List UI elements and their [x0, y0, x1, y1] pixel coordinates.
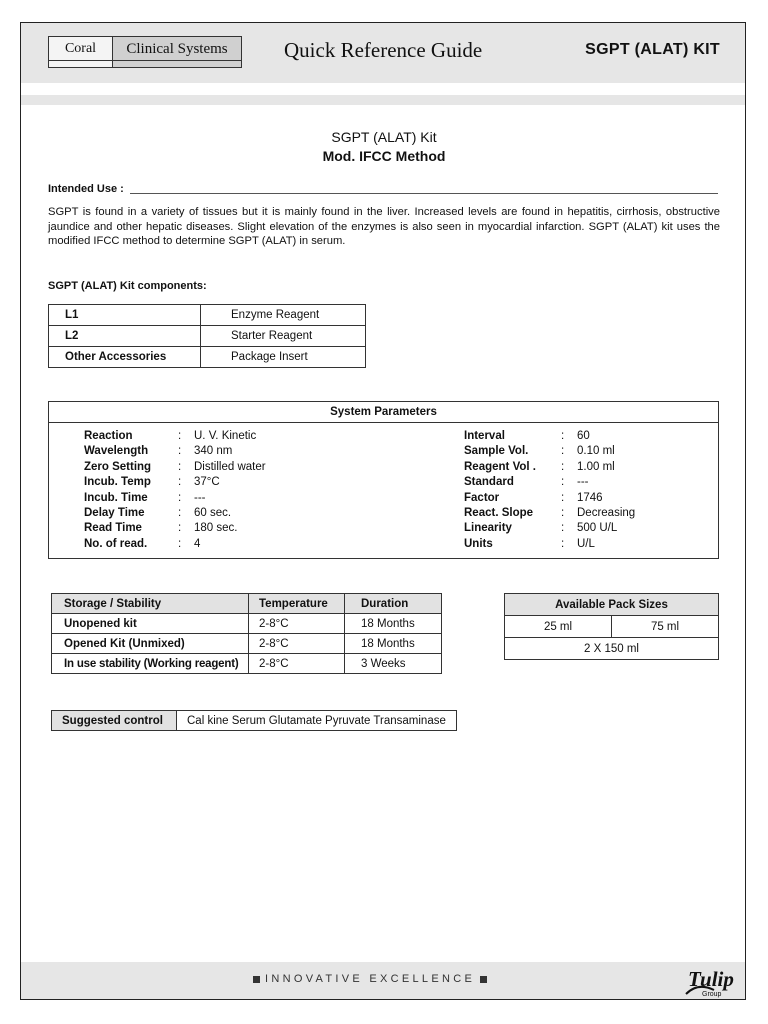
table-cell: 18 Months: [345, 614, 442, 634]
parameter-separator: :: [561, 537, 565, 550]
table-row: [49, 347, 366, 368]
table-cell: 2-8°C: [249, 654, 345, 674]
parameter-separator: :: [178, 522, 182, 535]
parameter-row: [464, 475, 635, 490]
parameter-label: Linearity: [464, 522, 512, 535]
table-cell: 2-8°C: [249, 614, 345, 634]
brand-name: Tulip: [688, 967, 734, 991]
guide-title: Quick Reference Guide: [284, 38, 483, 62]
logo-underline: [113, 60, 241, 61]
component-value: Package Insert: [201, 347, 366, 368]
brand-sub: Group: [702, 991, 722, 998]
parameter-label: Read Time: [84, 522, 142, 535]
components-title: SGPT (ALAT) Kit components:: [48, 280, 207, 292]
parameter-row: [84, 506, 266, 521]
parameter-value: U/L: [577, 537, 595, 550]
parameter-value: ---: [194, 491, 206, 504]
parameter-label: React. Slope: [464, 506, 534, 519]
parameter-row: [84, 521, 266, 536]
table-row: [52, 614, 442, 634]
parameter-separator: :: [561, 445, 565, 458]
parameter-value: 0.10 ml: [577, 445, 615, 458]
parameter-row: [84, 429, 266, 444]
pack-sizes-table: [504, 593, 719, 660]
table-cell: 75 ml: [612, 616, 719, 638]
document-title: [0, 128, 768, 166]
parameter-label: Incub. Temp: [84, 476, 151, 489]
parameters-left-column: [84, 429, 266, 552]
system-parameters-title: System Parameters: [49, 402, 718, 423]
parameter-separator: :: [561, 491, 565, 504]
parameter-separator: :: [178, 476, 182, 489]
table-cell: 18 Months: [345, 634, 442, 654]
parameter-label: Delay Time: [84, 506, 145, 519]
parameter-value: 60 sec.: [194, 506, 232, 519]
intended-use-rule: [130, 193, 718, 194]
table-row: [52, 634, 442, 654]
table-cell: Unopened kit: [52, 614, 249, 634]
components-table: [48, 304, 366, 368]
parameter-label: Sample Vol.: [464, 445, 529, 458]
parameter-row: [84, 537, 266, 552]
parameter-value: U. V. Kinetic: [194, 430, 257, 442]
logo-clinical-text: Clinical Systems: [126, 41, 228, 57]
suggested-control-table: [51, 710, 457, 731]
component-key: L1: [49, 305, 201, 326]
component-key: L2: [49, 326, 201, 347]
parameter-label: Zero Setting: [84, 460, 152, 473]
table-row: [505, 638, 719, 660]
tagline-text: INNOVATIVE EXCELLENCE: [265, 973, 476, 985]
component-key: Other Accessories: [49, 347, 201, 368]
table-header-row: [505, 594, 719, 616]
parameter-value: 1.00 ml: [577, 460, 615, 473]
storage-stability-table: [51, 593, 442, 674]
logo-coral-text: Coral: [64, 41, 97, 56]
parameter-label: Reaction: [84, 430, 133, 442]
component-value: Starter Reagent: [201, 326, 366, 347]
table-row: [505, 616, 719, 638]
parameter-row: [464, 506, 635, 521]
coral-logo: [48, 36, 242, 68]
parameter-separator: :: [178, 445, 182, 458]
table-cell: In use stability (Working reagent): [52, 654, 249, 674]
parameter-value: 180 sec.: [194, 522, 238, 535]
parameter-value: 60: [577, 430, 590, 442]
parameter-value: 1746: [577, 491, 603, 504]
parameter-separator: :: [178, 460, 182, 473]
parameter-label: Units: [464, 537, 493, 550]
parameter-separator: :: [178, 430, 182, 442]
component-value: Enzyme Reagent: [201, 305, 366, 326]
parameter-separator: :: [561, 476, 565, 489]
table-cell: 2 X 150 ml: [505, 638, 719, 660]
table-cell: 25 ml: [505, 616, 612, 638]
pack-sizes-title: Available Pack Sizes: [505, 594, 719, 616]
parameter-separator: :: [561, 522, 565, 535]
table-cell: 3 Weeks: [345, 654, 442, 674]
table-row: [49, 326, 366, 347]
title-line-1: SGPT (ALAT) Kit: [331, 129, 437, 145]
parameter-row: [464, 521, 635, 536]
column-header: Duration: [345, 594, 442, 614]
square-bullet-icon: [480, 976, 487, 983]
parameter-row: [464, 491, 635, 506]
column-header: Temperature: [249, 594, 345, 614]
parameter-row: [84, 475, 266, 490]
table-cell: Opened Kit (Unmixed): [52, 634, 249, 654]
parameter-value: Distilled water: [194, 460, 266, 473]
parameter-label: Standard: [464, 476, 514, 489]
square-bullet-icon: [253, 976, 260, 983]
table-row: [52, 654, 442, 674]
parameter-value: 500 U/L: [577, 522, 618, 535]
parameter-value: ---: [577, 476, 589, 489]
kit-code: SGPT (ALAT) KIT: [585, 41, 720, 58]
tulip-logo-icon: [684, 964, 740, 998]
parameter-row: [464, 460, 635, 475]
parameter-separator: :: [561, 430, 565, 442]
parameter-value: Decreasing: [577, 506, 636, 519]
parameter-label: Reagent Vol .: [464, 460, 536, 473]
parameter-row: [464, 429, 635, 444]
parameter-label: Wavelength: [84, 445, 149, 458]
table-cell: 2-8°C: [249, 634, 345, 654]
parameter-label: No. of read.: [84, 537, 148, 550]
parameter-label: Factor: [464, 491, 500, 504]
parameter-label: Incub. Time: [84, 491, 148, 504]
parameter-separator: :: [178, 491, 182, 504]
parameter-separator: :: [561, 506, 565, 519]
intended-use-label: Intended Use :: [48, 183, 124, 195]
control-label: Suggested control: [52, 711, 177, 731]
parameter-label: Interval: [464, 430, 505, 442]
logo-underline: [49, 60, 112, 61]
column-header: Storage / Stability: [52, 594, 249, 614]
footer-tagline: [248, 973, 492, 985]
parameter-row: [464, 444, 635, 459]
parameter-separator: :: [178, 537, 182, 550]
parameter-separator: :: [561, 460, 565, 473]
tulip-group-logo: [684, 964, 740, 998]
parameter-row: [84, 491, 266, 506]
intended-use-text: SGPT is found in a variety of tissues but it is mainly found in the liver. Increased levels are found in hepatitis, cirrhosis, obstructive jaundice and other hepatic diseases. Slight elevation of the enzymes is also seen in myocardial infarction. SGPT (ALAT) kit uses the modified IFCC method to determine SGPT (ALAT) in serum.: [48, 206, 720, 247]
parameter-value: 340 nm: [194, 445, 233, 458]
control-value: Cal kine Serum Glutamate Pyruvate Transaminase: [177, 711, 457, 731]
table-row: [49, 305, 366, 326]
table-header-row: [52, 594, 442, 614]
system-parameters-box: [48, 401, 719, 559]
parameter-row: [464, 537, 635, 552]
table-row: [52, 711, 457, 731]
parameter-separator: :: [178, 506, 182, 519]
parameter-value: 4: [194, 537, 201, 550]
parameter-row: [84, 460, 266, 475]
parameters-right-column: [464, 429, 635, 552]
parameter-value: 37°C: [194, 476, 220, 489]
parameter-row: [84, 444, 266, 459]
title-line-2: Mod. IFCC Method: [322, 148, 446, 164]
